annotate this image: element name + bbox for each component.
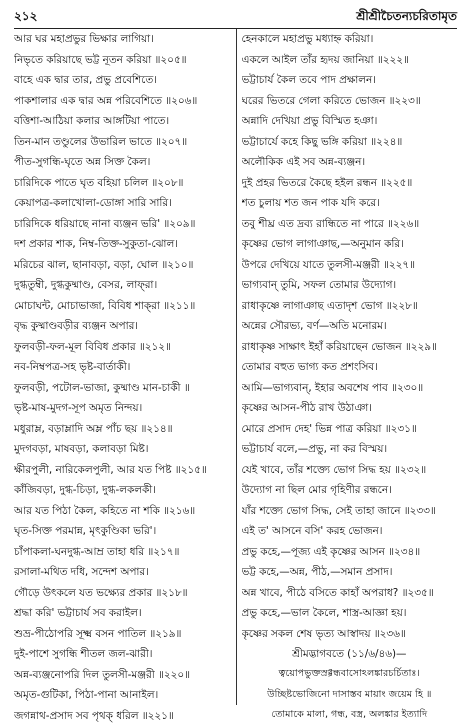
verse-line: কাঁজিবড়া, দুগ্ধ-চিড়া, দুগ্ধ-লকলকী। <box>14 480 230 501</box>
verse-line: মরিচের ঝাল, ছানাবড়া, বড়া, ঘোল ॥২১০॥ <box>14 255 230 276</box>
verse-line: নিভৃতে করিয়াছে ভট্ট নূতন করিয়া ॥২০৫॥ <box>14 50 230 71</box>
verse-line: ভট্ট কহে,—অন্ন, পীঠ,—সমান প্রসাদ। <box>242 562 458 583</box>
verse-line: ফুলবড়ী-ফল-মূল বিবিধ প্রকার ॥২১২॥ <box>14 337 230 358</box>
verse-line: তবু শীঘ্র এত দ্রব্য রান্ধিতে না পারে ॥২২৬॥ <box>242 214 458 235</box>
verse-line: উচ্ছিষ্টভোজিনো দাসাস্তব মায়াং জয়েম হি ॥ <box>242 685 458 706</box>
verse-line: অমৃত-গুটিকা, পিঠা-পানা আনাইল। <box>14 685 230 706</box>
verse-line: রাধাকৃষ্ণে লাগাঞাছ এতাদৃশ ভোগ ॥২২৮॥ <box>242 296 458 317</box>
verse-line: তোমাকে মালা, গন্ধ, বস্ত্র, অলঙ্কার ইত্যাদি <box>242 705 458 726</box>
verse-line: অন্নাদি দেখিয়া প্রভু বিস্মিত হঞা। <box>242 111 458 132</box>
page-header <box>14 6 457 29</box>
verse-line: রাধাকৃষ্ণ সাক্ষাৎ ইহাঁ করিয়াছেন ভোজন ॥২২৯॥ <box>242 337 458 358</box>
verse-line: শুভ্র-পীঠোপরি সূক্ষ্ম বসন পাতিল ॥২১৯॥ <box>14 624 230 645</box>
book-title: শ্রীশ্রীচৈতন্যচরিতামৃত <box>356 8 457 28</box>
verse-line: ভাগ্যবান্‌ তুমি, সফল তোমার উদ্যোগ। <box>242 275 458 296</box>
verse-line: কেয়াপত্র-কলাখোলা-ডোঙ্গা সারি সারি। <box>14 193 230 214</box>
verse-line: মধুরাম্ল, বড়াম্লাদি অম্ল পাঁচ ছয় ॥২১৪॥ <box>14 419 230 440</box>
verse-line: বাহে এক দ্বার তার, প্রভু প্রবেশিতে। <box>14 70 230 91</box>
verse-line: অলৌকিক এই সব অন্ন-ব্যঞ্জন। <box>242 152 458 173</box>
verse-line: উদ্যোগ না ছিল মোর গৃহিণীর রন্ধনে। <box>242 480 458 501</box>
verse-line: তোমার বহুত ভাগ্য কত প্রশংসিব। <box>242 357 458 378</box>
right-verse-lines <box>242 29 458 644</box>
verse-line: হেনকালে মহাপ্রভু মধ্যাহ্ন করিয়া। <box>242 29 458 50</box>
verse-line: ফুলবড়ী, পটোল-ভাজা, কুষ্মাণ্ড মান-চাকী ॥ <box>14 378 230 399</box>
verse-line: দুই-পাশে সুগন্ধি শীতল জল-ঝারী। <box>14 644 230 665</box>
verse-line: গৌড়ে উৎকলে যত ভক্ষ্যের প্রকার ॥২১৮॥ <box>14 583 230 604</box>
verse-line: ঘৃত-সিক্ত পরমান্ন, মৃৎকুণ্ডিকা ভরি'। <box>14 521 230 542</box>
verse-line: কৃষ্ণের সকল শেষ ভৃত্য আস্বাদয় ॥২৩৬॥ <box>242 624 458 645</box>
verse-line: বত্তিশা-আঠিয়া কলার আঙ্গটিয়া পাতে। <box>14 111 230 132</box>
verse-reference: শ্রীমদ্ভাগবতে (১১/৬/৪৬)— <box>242 644 458 664</box>
verse-line: শত চুলায় শত জন পাক যদি করে। <box>242 193 458 214</box>
verse-line: উপরে দেখিয়ে যাতে তুলসী-মঞ্জরী ॥২২৭॥ <box>242 255 458 276</box>
verse-line: প্রভু কহে,—ভাল কৈলে, শাস্ত্র-আজ্ঞা হয়। <box>242 603 458 624</box>
verse-line: ভট্টাচার্য বলে,—প্রভু, না কর বিস্ময়। <box>242 439 458 460</box>
page-number: ২১২ <box>14 8 37 28</box>
verse-line: পীত-সুগন্ধি-ঘৃতে অন্ন সিক্ত কৈল। <box>14 152 230 173</box>
verse-line: রসালা-মথিত দধি, সন্দেশ অপার। <box>14 562 230 583</box>
verse-line: ভট্টাচার্য কৈল তবে পাদ প্রক্ষালন। <box>242 70 458 91</box>
verse-line: তিন-মান তণ্ডুলের উভারিল ভাতে ॥২০৭॥ <box>14 132 230 153</box>
verse-line: দুই প্রহর ভিতরে কৈছে হইল রন্ধন ॥২২৫॥ <box>242 173 458 194</box>
verse-line: যেই খাবে, তাঁর শক্ত্যে ভোগ সিদ্ধ হয় ॥২৩২॥ <box>242 460 458 481</box>
verse-line: কৃষ্ণের আসন-পীঠ রাখ উঠাঞা। <box>242 398 458 419</box>
text-columns <box>14 29 457 705</box>
verse-line: দশ প্রকার শাক, নিম্ব-তিক্ত-সুকুতা-ঝোল। <box>14 234 230 255</box>
verse-line: চারিদিকে পাতে ঘৃত বহিয়া চলিল ॥২০৮॥ <box>14 173 230 194</box>
right-column <box>236 29 458 705</box>
verse-line: যাঁর শক্ত্যে ভোগ সিদ্ধ, সেই তাহা জানে ॥২৩৩॥ <box>242 501 458 522</box>
verse-line: নব-নিম্বপত্র-সহ ভৃষ্ট-বার্তাকী। <box>14 357 230 378</box>
verse-line: আর যত পিঠা কৈল, কহিতে না শকি ॥২১৬॥ <box>14 501 230 522</box>
verse-line: ঘরের ভিতরে গেলা করিতে ভোজন ॥২২৩॥ <box>242 91 458 112</box>
verse-line: কৃষ্ণের ভোগ লাগাঞাছ,—অনুমান করি। <box>242 234 458 255</box>
verse-line: দুগ্ধতুম্বী, দুগ্ধকুষ্মাণ্ড, বেসর, লাফ্‌রা। <box>14 275 230 296</box>
verse-line: শ্রদ্ধা করি' ভট্টাচার্য সব করাইল। <box>14 603 230 624</box>
verse-line: চারিদিকে ধরিয়াছে নানা ব্যঞ্জন ভরি' ॥২০৯॥ <box>14 214 230 235</box>
verse-line: ভট্টাচার্যে কহে কিছু ভঙ্গি করিয়া ॥২২৪॥ <box>242 132 458 153</box>
verse-line: মোরে প্রসাদ দেহ' ভিন্ন পাত্র করিয়া ॥২৩১॥ <box>242 419 458 440</box>
verse-line: জগন্নাথ-প্রসাদ সব পৃথক্‌ ধরিল ॥২২১॥ <box>14 706 230 726</box>
verse-line: এই ত' আসনে বসি' করহ ভোজন। <box>242 521 458 542</box>
verse-line: মোচাঘন্ট, মোচাভাজা, বিবিধ শাক্‌রা ॥২১১॥ <box>14 296 230 317</box>
verse-line: প্রভু কহে,—পূজ্য এই কৃষ্ণের আসন ॥২৩৪॥ <box>242 542 458 563</box>
column-divider <box>236 29 237 705</box>
verse-line: ত্বয়োপভুক্তস্রগ্গন্ধবাসোঽলঙ্কারচর্চিতাঃ। <box>242 664 458 685</box>
verse-line: অন্ন খাবে, পীঠে বসিতে কাহাঁ অপরাধ? ॥২৩৫॥ <box>242 583 458 604</box>
verse-line: অন্নের সৌরভ্য, বর্ণ—অতি মনোরম। <box>242 316 458 337</box>
verse-line: একলে আইল তাঁর হৃদয় জানিয়া ॥২২২॥ <box>242 50 458 71</box>
verse-line: ভৃষ্ট-মাষ-মুদগ-সূপ অমৃত নিন্দয়। <box>14 398 230 419</box>
verse-line: বৃদ্ধ কুষ্মাণ্ডবড়ীর ব্যঞ্জন অপার। <box>14 316 230 337</box>
sanskrit-verse <box>242 664 458 726</box>
verse-line: অন্ন-ব্যঞ্জনোপরি দিল তুলসী-মঞ্জরী ॥২২০॥ <box>14 665 230 686</box>
verse-line: চাঁপাকলা-ঘনদুগ্ধ-আম্র তাহা ধরি ॥২১৭॥ <box>14 542 230 563</box>
left-column <box>14 29 236 705</box>
verse-line: মুদগবড়া, মাষবড়া, কলাবড়া মিষ্ট। <box>14 439 230 460</box>
verse-line: ক্ষীরপুলী, নারিকেলপুলী, আর যত পিষ্ট ॥২১৫॥ <box>14 460 230 481</box>
verse-line: আমি—ভাগ্যবান্‌, ইহার অবশেষ পাব ॥২৩০॥ <box>242 378 458 399</box>
verse-line: পাকশালার এক দ্বার অন্ন পরিবেশিতে ॥২০৬॥ <box>14 91 230 112</box>
verse-line: আর ঘর মহাপ্রভুর ভিক্ষার লাগিয়া। <box>14 29 230 50</box>
